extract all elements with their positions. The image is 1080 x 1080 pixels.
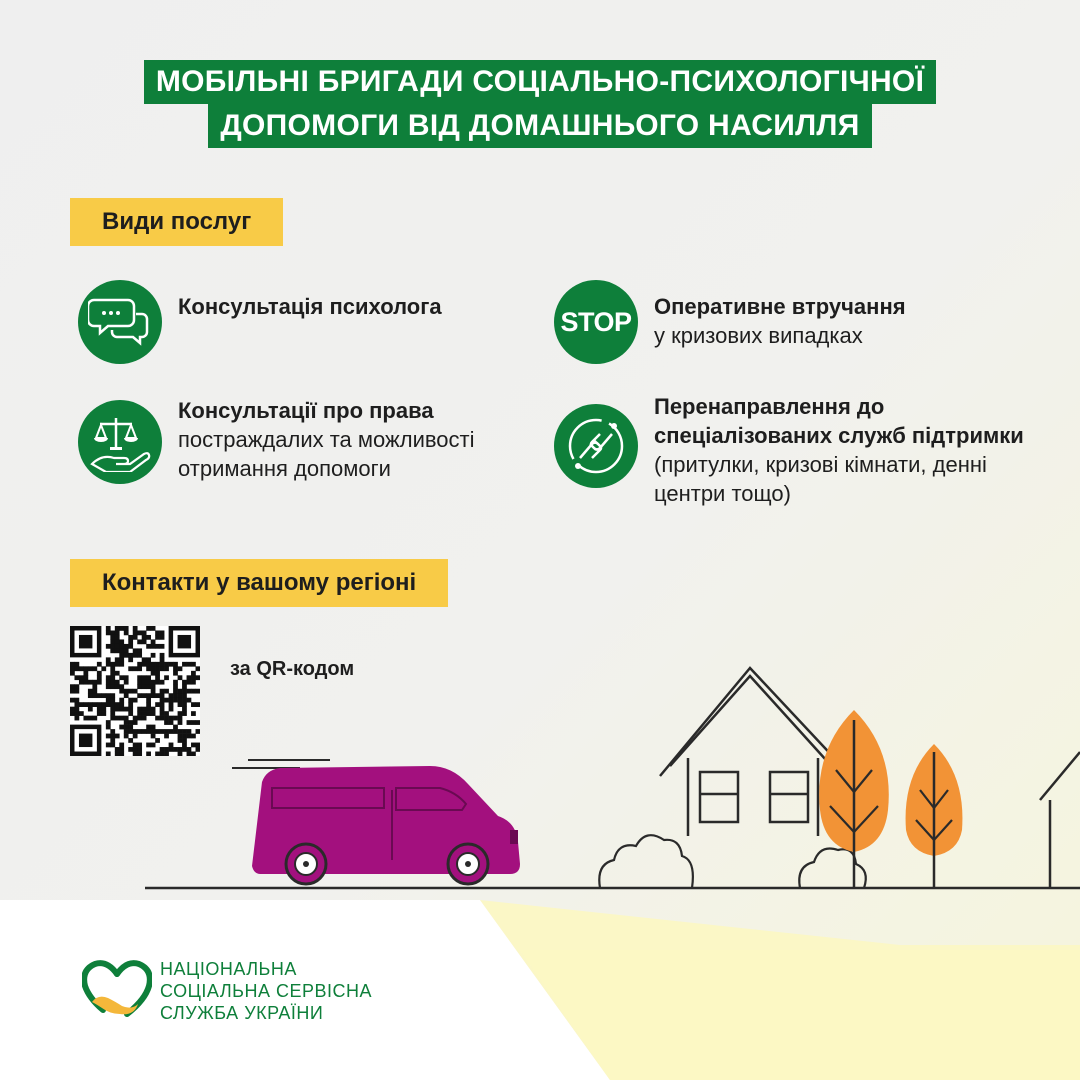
service-3-title: Консультації про права: [178, 398, 434, 423]
logo-line-1: НАЦІОНАЛЬНА: [160, 959, 297, 979]
contacts-label: Контакти у вашому регіоні: [70, 559, 448, 607]
service-2-title: Оперативне втручання: [654, 294, 906, 319]
services-label: Види послуг: [70, 198, 283, 246]
van-illustration: [252, 766, 520, 884]
qr-caption: за QR-кодом: [230, 658, 355, 680]
service-4-desc: (притулки, кризові кімнати, денні центри тощо): [654, 452, 987, 506]
service-4-title: Перенаправлення до спеціалізованих служб підтримки: [654, 394, 1024, 448]
service-3-desc: постраждалих та можливості отримання допомоги: [178, 427, 475, 481]
service-1-title: Консультація психолога: [178, 294, 442, 319]
nsssu-logo-icon: [82, 958, 152, 1022]
tree-illustration: [819, 710, 962, 888]
title-line-2: ДОПОМОГИ ВІД ДОМАШНЬОГО НАСИЛЛЯ: [208, 104, 871, 148]
logo-line-2: СОЦІАЛЬНА СЕРВІСНА: [160, 981, 372, 1001]
title-line-1: МОБІЛЬНІ БРИГАДИ СОЦІАЛЬНО-ПСИХОЛОГІЧНОЇ: [144, 60, 936, 104]
service-2-desc: у кризових випадках: [654, 323, 863, 348]
logo-line-3: СЛУЖБА УКРАЇНИ: [160, 1003, 324, 1023]
stop-sign-text: STOP: [560, 306, 632, 337]
nsssu-logo-text: [160, 958, 372, 1024]
